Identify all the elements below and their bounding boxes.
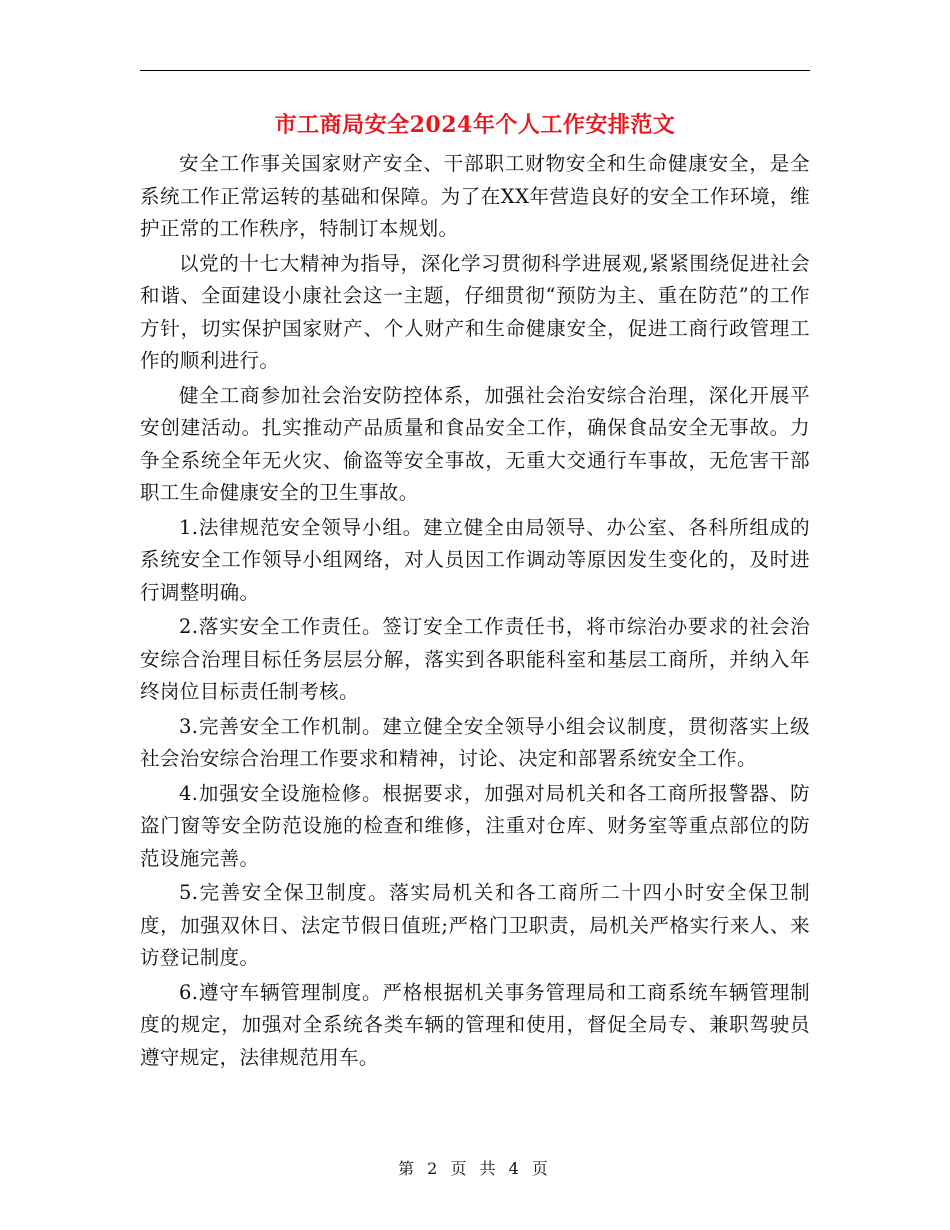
document-title: 市工商局安全2024年个人工作安排范文 (274, 112, 676, 138)
paragraph-item-4: 4.加强安全设施检修。根据要求，加强对局机关和各工商所报警器、防盗门窗等安全防范设施的检查和维修，注重对仓库、财务室等重点部位的防范设施完善。 (140, 781, 810, 870)
document-body (140, 148, 810, 1074)
paragraph-2: 以党的十七大精神为指导，深化学习贯彻科学进展观,紧紧围绕促进社会和谐、全面建设小康社会这一主题，仔细贯彻“预防为主、重在防范”的工作方针，切实保护国家财产、个人财产和生命健康安全，促进工商行政管理工作的顺利进行。 (140, 251, 810, 372)
paragraph-item-6: 6.遵守车辆管理制度。严格根据机关事务管理局和工商系统车辆管理制度的规定，加强对全系统各类车辆的管理和使用，督促全局专、兼职驾驶员遵守规定，法律规范用车。 (140, 980, 810, 1069)
paragraph-item-1: 1.法律规范安全领导小组。建立健全由局领导、办公室、各科所组成的系统安全工作领导小组网络，对人员因工作调动等原因发生变化的，及时进行调整明确。 (140, 515, 810, 604)
paragraph-item-2: 2.落实安全工作责任。签订安全工作责任书，将市综治办要求的社会治安综合治理目标任务层层分解，落实到各职能科室和基层工商所，并纳入年终岗位目标责任制考核。 (140, 615, 810, 703)
paragraph-item-5: 5.完善安全保卫制度。落实局机关和各工商所二十四小时安全保卫制度，加强双休日、法定节假日值班;严格门卫职责，局机关严格实行来人、来访登记制度。 (140, 881, 810, 969)
paragraph-item-3: 3.完善安全工作机制。建立健全安全领导小组会议制度，贯彻落实上级社会治安综合治理工作要求和精神，讨论、决定和部署系统安全工作。 (140, 714, 810, 770)
paragraph-1: 安全工作事关国家财产安全、干部职工财物安全和生命健康安全，是全系统工作正常运转的基础和保障。为了在XX年营造良好的安全工作环境，维护正常的工作秩序，特制订本规划。 (140, 152, 810, 240)
page-number-footer: 第 2 页 共 4 页 (398, 1159, 552, 1178)
header-rule (140, 70, 810, 71)
paragraph-3: 健全工商参加社会治安防控体系，加强社会治安综合治理，深化开展平安创建活动。扎实推动产品质量和食品安全工作，确保食品安全无事故。力争全系统全年无火灾、偷盗等安全事故，无重大交通行车事故，无危害干部职工生命健康安全的卫生事故。 (140, 383, 810, 504)
